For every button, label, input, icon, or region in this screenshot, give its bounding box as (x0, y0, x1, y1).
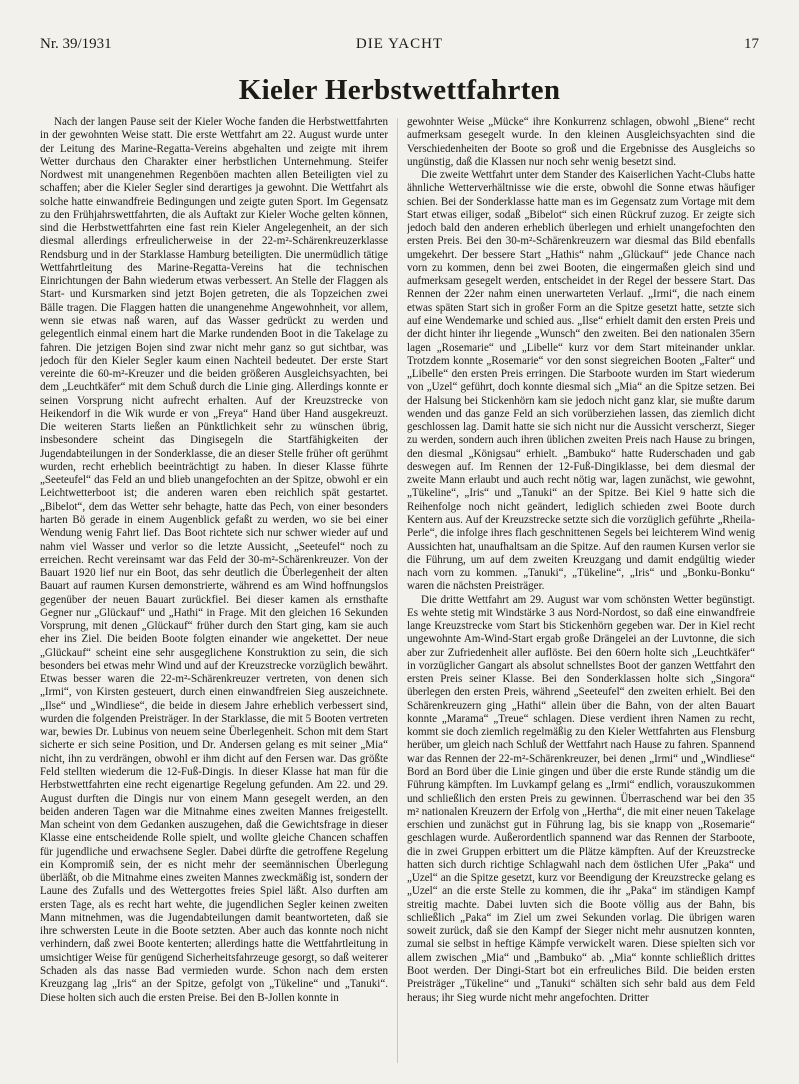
magazine-title: DIE YACHT (355, 36, 444, 52)
running-head (40, 36, 759, 58)
left-column (40, 116, 388, 1066)
paragraph: gewohnter Weise „Mücke“ ihre Konkurrenz schlagen, obwohl „Biene“ recht aufmerksam gesegelt wurde. In den kleinen Ausgleichsyachten sind die Verschiedenheiten der Boote so groß und die Ergebnisse des Ausgleichs so ungünstig, daß die Klassen nur noch sehr wenig besetzt sind. (407, 116, 755, 168)
right-column (407, 116, 755, 1066)
page-number: 17 (744, 36, 759, 52)
article-title: Kieler Herbstwettfahrten (238, 74, 561, 106)
paragraph: Die dritte Wettfahrt am 29. August war vom schönsten Wetter begünstigt. Es wehte stetig mit Windstärke 3 aus Nord-Nordost, so daß eine einwandfreie lange Kreuzstrecke vom Start bis Stickenhörn gegeben war. Der in Kiel recht ungewohnte Am-Wind-Start ergab große Drängelei an der Luvtonne, die sich aber zur Zufriedenheit aller auflöste. Bei den 60ern holte sich „Leuchtkäfer“ in vorzüglicher Gangart als absolut schnellstes Boot der ganzen Wettfahrt den ersten Preis seiner Klasse. Bei den Sonderklassen holte sich „Singora“ überlegen den ersten Preis, während „Seeteufel“ den zweiten erhielt. Bei den Schärenkreuzern ging „Hathi“ allein über die Bahn, von der alten Bauart konnte „Marama“ „Treue“ schlagen. Diese verdient ihren Namen zu recht, kommt sie doch ziemlich regelmäßig zu den Kieler Wettfahrten aus Flensburg herüber, um gleich nach Schluß der Wettfahrt nach Hause zu fahren. Spannend war das Rennen der 22-m²-Schärenkreuzer, bei denen „Irmi“ und „Windliese“ Bord an Bord über die Linie gingen und über die erste Runde ständig um die Führung kämpften. Im Luvkampf gelang es „Irmi“ endlich, vorauszukommen und schließlich den ersten Preis zu gewinnen. Überraschend war bei den 35 m² nationalen Kreuzern der Erfolg von „Hertha“, die mit einer neuen Takelage erschien und zunächst gut in Führung lag, bis sie knapp von „Rosemarie“ geschlagen wurde. Außerordentlich spannend war das Rennen der Starboote, die in zwei Gruppen erbittert um die Plätze kämpften. Auf der Kreuzstrecke hatten sich durch richtige Schlagwahl nach dem östlichen Ufer „Paka“ und „Uzel“ an die Spitze gesetzt, kurz vor Beendigung der Kreuzstrecke gelang es „Uzel“ an die erste Stelle zu kommen, die ihr „Paka“ im ständigen Kampf streitig machte. Dabei luvten sich die Boote völlig aus der Bahn, bis schließlich „Paka“ im Ziel um zwei Sekunden vorlag. Die übrigen waren soweit zurück, daß sie den Kampf der Sieger nicht mehr ausnutzen konnten, zumal sie selbst in heftige Kämpfe verwickelt waren. Diese spielten sich vor allem zwischen „Mia“ und „Bambuko“ ab. „Mia“ konnte schließlich drittes Boot werden. Der Dingi-Start bot ein erfreuliches Bild. Die beiden ersten Preisträger „Tükeline“ und „Tanuki“ schälten sich sehr bald aus dem Feld heraus; ihr Sieg wurde nicht mehr angefochten. Dritter (407, 593, 755, 1004)
article-body (40, 116, 755, 1066)
paragraph: Die zweite Wettfahrt unter dem Stander des Kaiserlichen Yacht-Clubs hatte ähnliche Wetterverhältnisse wie die erste, obwohl die Sonne etwas häufiger schien. Bei der Sonderklasse hatte man es im Gegensatz zum Vortage mit dem Start etwas eiliger, sodaß „Bibelot“ sich einen Rückruf zuzog. Er zeigte sich jedoch bald den anderen erheblich überlegen und erhielt unangefochten den ersten Preis. Bei den 30-m²-Schärenkreuzern war diesmal das Bild ebenfalls umgekehrt. Der bessere Start „Hathis“ nahm „Glückauf“ jede Chance nach vorn zu kommen, denn bei zwei Booten, die eingermaßen gleich sind und aufmerksam gesegelt werden, entscheidet in der Regel der bessere Start. Das Rennen der 22er nahm einen unerwarteten Verlauf. „Irmi“, die nach einem etwas späten Start sich in großer Form an die Spitze gesetzt hatte, setzte sich auf eine Wendemarke und schied aus. „Ilse“ erhielt damit den ersten Preis und der dicht hinter ihr liegende „Wunsch“ den zweiten. Bei den nationalen 35ern lagen „Rosemarie“ und „Libelle“ kurz vor dem Start miteinander unklar. Trotzdem konnte „Rosemarie“ vor den sonst siegreichen Booten „Falter“ und „Libelle“ den ersten Preis erringen. Die Starboote wurden im Start wiederum von „Uzel“ geführt, doch konnte diesmal sich „Mia“ an die Spitze setzen. Bei der Halsung bei Stickenhörn kam sie jedoch nicht ganz klar, sie mußte darum wenden und das ganze Feld an sich vorüberziehen lassen, das ziemlich dicht geschlossen lag. Damit hatte sie sich nicht nur die Aussicht verscherzt, Sieger zu werden, sondern auch ihren üblichen zweiten Preis nach Hause zu bringen, den diesmal „Königsau“ erhielt. „Bambuko“ hatte Ruderschaden und gab deswegen auf. Im Rennen der 12-Fuß-Dingiklasse, bei dem diesmal der zweite Mann erlaubt und auch recht nötig war, lagen zunächst, wie gewohnt, „Tükeline“, „Iris“ und „Tanuki“ an der Spitze. Bei Kiel 9 hatte sich die Reihenfolge noch nicht geändert, lediglich schieden zwei Boote durch Kentern aus. Auf der Kreuzstrecke setzte sich die vorzüglich geführte „Rheila-Perle“, die infolge ihres flach geschnittenen Segels bei leichterem Wind wenig Aussichten hat, unaufhaltsam an die Spitze. Auf den raumen Kursen verlor sie die Führung, um auf dem zweiten Kreuzgang und damit endgültig wieder nach vorn zu kommen. „Tanuki“, „Tükeline“, „Iris“ und „Bonku-Bonku“ waren die nächsten Preisträger. (407, 169, 755, 593)
paragraph: Nach der langen Pause seit der Kieler Woche fanden die Herbstwettfahrten in der gewohnten Weise statt. Die erste Wettfahrt am 22. August wurde unter der Leitung des Marine-Regatta-Vereins abgehalten und zeigte mit ihrem Wetter durchaus den Charakter einer herbstlichen Unternehmung. Steifer Nordwest mit unangenehmen Regenböen machten allen Beteiligten viel zu schaffen; aber die Kieler Segler sind derartiges ja gewohnt. Die Wettfahrt als solche hatte einwandfreie Bedingungen und zeigte guten Sport. Im Gegensatz zu den Frühjahrswettfahrten, die als Auftakt zur Kieler Woche gelten können, sind die Herbstwettfahrten eine fast rein Kieler Angelegenheit, an der sich diesmal allerdings erfreulicherweise in der 22-m²-Schärenkreuzerklasse Rendsburg und in der Starklasse Hamburg beteiligten. Die unermüdlich tätige Wettfahrtleitung des Marine-Regatta-Vereins hat die technischen Einrichtungen der Bahn wiederum etwas verbessert. An Stelle der Flaggen als Start- und Kursmarken sind jetzt Bojen getreten, die als Topzeichen zwei Bälle tragen. Die Flaggen hatten die unangenehme Angewohnheit, vor allem, wenn sie etwas naß waren, auf das Wasser gedrückt zu werden und gelegentlich einmal einem hart die Marke rundenden Boot in die Takelage zu fahren. Die jetzigen Bojen sind zwar nicht mehr ganz so gut sichtbar, was jedoch für den Kieler Segler kaum einen Nachteil bedeutet. Der erste Start vereinte die 60-m²-Kreuzer und die beiden größeren Ausgleichsyachten, bei dem „Leuchtkäfer“ mit dem Schuß durch die Linie ging. Allerdings konnte er seinen Vorsprung nicht aufrecht erhalten. Auf der Kreuzstrecke von Heikendorf in die Wik wurde er von „Freya“ Hand über Hand ausgekreuzt. Die weiteren Starts ließen an Pünktlichkeit sehr zu wünschen übrig, insbesondere scheint das Dingisegeln die Startfähigkeiten der Jugendabteilungen in der Sonderklasse, die an dieser Stelle früher oft gerühmt wurden, recht erheblich beeinträchtigt zu haben. In dieser Klasse führte „Seeteufel“ das Feld an und blieb unangefochten an der Spitze, obwohl er ein Leichtwetterboot ist; die anderen waren eben reichlich spät gestartet. „Bibelot“, dem das Wetter sehr behagte, hatte das Pech, von einer besonders harten Bö gerade in einem Augenblick gefaßt zu werden, wo sie bei einer Wendung wenig Fahrt lief. Das Boot richtete sich nur schwer wieder auf und nahm viel Wasser und verlor so die letzte Aussicht, „Seeteufel“ noch zu erreichen. Recht vereinsamt war das Feld der 30-m²-Schärenkreuzer. Von der Bauart 1920 lief nur ein Boot, das sehr deutlich die Überlegenheit der alten Bauart auf raumen Kursen demonstrierte, während es am Wind hoffnungslos gegenüber der neuen Bauart zurückfiel. Bei dieser kamen als ernsthafte Gegner nur „Glückauf“ und „Hathi“ in Frage. Mit den gleichen 16 Sekunden Vorsprung, mit denen „Glückauf“ früher durch den Start ging, kam sie auch eher ins Ziel. Die beiden Boote folgten einander wie angekettet. Der neue „Glückauf“ scheint eine sehr ausgeglichene Konstruktion zu sein, die sich besonders bei etwas mehr Wind und auf der Kreuzstrecke vorzüglich bewährt. Etwas besser waren die 22-m²-Schärenkreuzer vertreten, von denen sich „Irmi“, von Kirsten gesteuert, durch einen einwandfreien Sieg auszeichnete. „Ilse“ und „Windliese“, die beide in diesem Jahre erheblich verbessert sind, wurden die folgenden Preisträger. In der Starklasse, die mit 5 Booten vertreten war, bewies Dr. Lubinus von neuem seine Überlegenheit. Schon mit dem Start sicherte er sich seine Position, und Dr. Andersen gelang es mit seiner „Mia“ nicht, ihn zu verdrängen, obwohl er ihm dicht auf den Fersen war. Das größte Feld stellten wiederum die 12-Fuß-Dingis. In dieser Klasse hat man für die Herbstwettfahrten eine recht eigenartige Regelung gefunden. Am 22. und 29. August durften die Dingis nur von einem Mann gesegelt werden, an den beiden anderen Tagen war die Mitnahme eines zweiten Mannes freigestellt. Man scheint von dem Gedanken auszugehen, daß die Gewichtsfrage in dieser Klasse eine entscheidende Rolle spielt, und wollte gleiche Chancen schaffen für jugendliche und erwachsene Segler. Dabei dürfte die getroffene Regelung ein Kompromiß sein, der es nicht mehr der seemännischen Überlegung überläßt, ob die Mitnahme eines zweiten Mannes zweckmäßig ist, sondern der Laune des Zufalls und des Wettergottes freies Spiel läßt. Also durften am ersten Tage, als es recht hart wehte, die jugendlichen Segler keinen zweiten Mann mitnehmen, was die Jugendabteilungen damit beantworteten, daß sie ihre schwersten Leute in die Boote setzten. Aber auch das konnte noch nicht verhindern, daß zwei Boote kenterten; allerdings hatte die Wettfahrtleitung in umsichtiger Weise für genügend Sicherheitsfahrzeuge gesorgt, so daß weiterer Schaden als das nasse Bad vermieden wurde. Schon nach dem ersten Kreuzgang lag „Iris“ an der Spitze, gefolgt von „Tükeline“ und „Tanuki“. Diese holten sich auch die ersten Preise. Bei den B-Jollen konnte in (40, 116, 388, 1004)
issue-number: Nr. 39/1931 (40, 36, 112, 52)
